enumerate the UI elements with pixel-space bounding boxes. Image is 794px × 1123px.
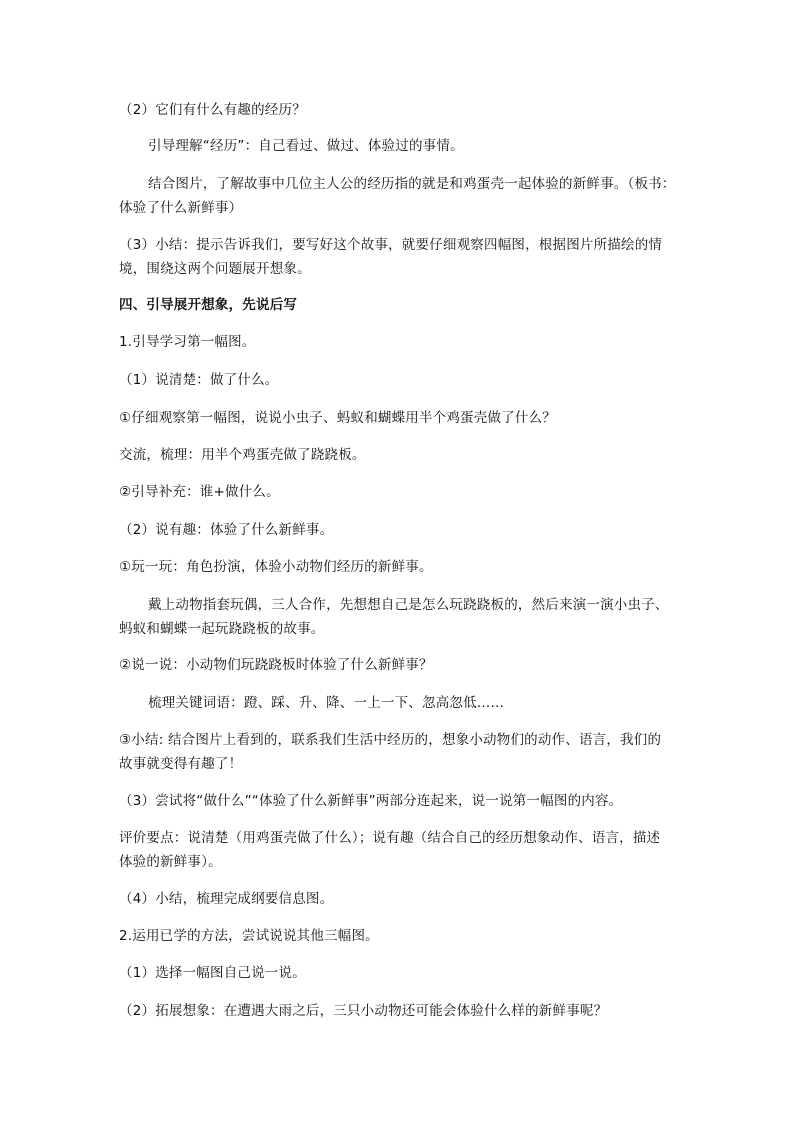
- text-line: ②说一说：小动物们玩跷跷板时体验了什么新鲜事？: [119, 657, 433, 673]
- paragraph: [119, 172, 689, 220]
- text-line: （2）它们有什么有趣的经历？: [119, 102, 306, 118]
- text-line: ③小结: 结合图片上看到的，联系我们生活中经历的，想象小动物们的动作、语言，我们的: [119, 732, 662, 748]
- text-line: 梳理关键词语：蹬、踩、升、降、一上一下、忽高忽低……: [148, 695, 505, 711]
- paragraph: [119, 887, 689, 911]
- paragraph: [119, 999, 689, 1023]
- paragraph: [119, 593, 689, 641]
- text-line: 蚂蚁和蝴蝶一起玩跷跷板的故事。: [119, 621, 325, 637]
- text-line: 境，围绕这两个问题展开想象。: [119, 261, 311, 277]
- paragraph: [119, 728, 689, 776]
- text-line: 2.运用已学的方法，尝试说说其他三幅图。: [119, 928, 379, 944]
- paragraph: [119, 789, 689, 813]
- text-line: 结合图片，了解故事中几位主人公的经历指的就是和鸡蛋壳一起体验的新鲜事。（板书：: [148, 176, 676, 192]
- text-line: ①玩一玩：角色扮演，体验小动物们经历的新鲜事。: [119, 559, 433, 575]
- text-line: （2）说有趣：体验了什么新鲜事。: [119, 522, 334, 538]
- text-line: （1）选择一幅图自己说一说。: [119, 965, 306, 981]
- text-line: （1）说清楚：做了什么。: [119, 372, 279, 388]
- paragraph: [119, 653, 689, 677]
- paragraph: [119, 518, 689, 542]
- text-line: 故事就变得有趣了！: [119, 756, 243, 772]
- text-line: 评价要点：说清楚（用鸡蛋壳做了什么）；说有趣（结合自己的经历想象动作、语言，描述: [119, 830, 661, 846]
- text-line: （4）小结，梳理完成纲要信息图。: [119, 891, 334, 907]
- paragraph: [119, 555, 689, 579]
- paragraph: [119, 826, 689, 874]
- paragraph: [119, 233, 689, 281]
- text-line: （3）尝试将“做什么”“体验了什么新鲜事”两部分连起来，说一说第一幅图的内容。: [119, 793, 623, 809]
- text-line: 体验了什么新鲜事）: [119, 200, 243, 216]
- paragraph: [119, 480, 689, 504]
- paragraph: [119, 443, 689, 467]
- paragraph: [119, 134, 689, 158]
- paragraph: [119, 98, 689, 122]
- paragraph: [119, 961, 689, 985]
- text-line: （2）拓展想象：在遭遇大雨之后，三只小动物还可能会体验什么样的新鲜事呢？: [119, 1003, 608, 1019]
- paragraph: [119, 406, 689, 430]
- section-heading: [119, 293, 689, 317]
- text-line: 体验的新鲜事）。: [119, 854, 222, 870]
- text-line: ①仔细观察第一幅图，说说小虫子、蚂蚁和蝴蝶用半个鸡蛋壳做了什么？: [119, 410, 557, 426]
- paragraph: [119, 368, 689, 392]
- paragraph: [119, 691, 689, 715]
- text-line: （3）小结：提示告诉我们，要写好这个故事，就要仔细观察四幅图，根据图片所描绘的情: [119, 237, 663, 253]
- text-line: 戴上动物指套玩偶，三人合作，先想想自己是怎么玩跷跷板的，然后来演一演小虫子、: [148, 597, 669, 613]
- text-line: 引导理解“经历”：自己看过、做过、体验过的事情。: [148, 138, 464, 154]
- text-line: 交流，梳理：用半个鸡蛋壳做了跷跷板。: [119, 447, 366, 463]
- text-line: ②引导补充：谁+做什么。: [119, 484, 280, 500]
- text-line: 1.引导学习第一幅图。: [119, 334, 256, 350]
- paragraph: [119, 330, 689, 354]
- text-line: 四、引导展开想象，先说后写: [119, 297, 298, 313]
- paragraph: [119, 924, 689, 948]
